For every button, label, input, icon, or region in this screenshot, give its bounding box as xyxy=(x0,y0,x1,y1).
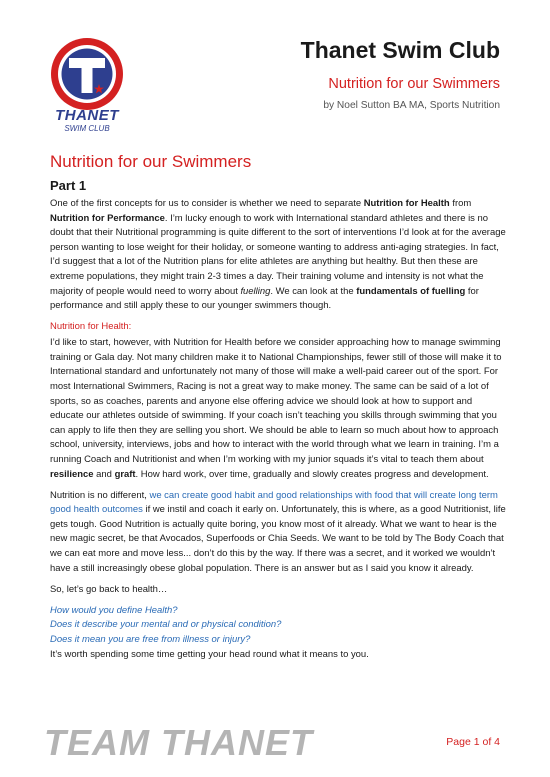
question-mental-physical: Does it describe your mental and or physical condition? xyxy=(50,619,282,631)
question-define-health: How would you define Health? xyxy=(50,604,178,616)
section-heading-health: Nutrition for Health: xyxy=(50,321,132,333)
paragraph-back-to-health: So, let’s go back to health… xyxy=(50,583,168,595)
header-subtitle: Nutrition for our Swimmers xyxy=(328,76,500,92)
club-title: Thanet Swim Club xyxy=(300,37,500,63)
article-title: Nutrition for our Swimmers xyxy=(50,152,252,171)
article-body xyxy=(50,152,507,662)
logo-subname: SWIM CLUB xyxy=(64,124,110,133)
header-author: by Noel Sutton BA MA, Sports Nutrition xyxy=(323,100,500,111)
part-heading: Part 1 xyxy=(50,178,87,193)
closing-line: It’s worth spending some time getting your head round what it means to you. xyxy=(50,648,369,660)
logo-name: THANET xyxy=(55,107,119,124)
paragraph-intro: One of the first concepts for us to consider is whether we need to separate Nutrition for Health from Nutrition for Performance. I’m lucky enough to work with International standard athletes and there is no doubt that their Nutritional programming is quite different to the sort of interventions I’d look at for the average person wanting to lose weight for their holiday, or someone wanting to address anti-aging strategies. In fact, I’d suggest that a lot of the Nutrition plans for elite athletes are anything but healthy. But then these are extreme populations, they might train 2-3 times a day. Their training volume and intensity is not what the majority of people would need to worry about fuelling. We can look at the fundamentals of fuelling for performance and still apply these to our younger swimmers though. xyxy=(50,198,506,312)
thanet-swim-club-logo-icon xyxy=(50,37,124,111)
logo-wordmark xyxy=(44,108,130,134)
paragraph-health: I’d like to start, however, with Nutrition for Health before we consider approaching how to manage swimming training or Gala day. Not many children make it to National Championships, fewer still of those will make it to International standard and unfortunately not many of those will make a well-paid career out of the sport. For most International Swimmers, Racing is not a great way to make money. The same can be said of a lot of sports, so as coaches, parents and anyone else offering advice we should look at how to support and educate our athletes outside of swimming. If your coach isn’t teaching you skills through swimming that you can apply to life then they are selling you short. We should be able to learn so much about how to approach school, university, interviews, jobs and how to interact with the world through what we learn in training. I’m a running Coach and Nutritionist and when I’m working with my junior squads it’s vital to teach them about resilience and graft. How hard work, over time, gradually and slowly creates progress and development. xyxy=(50,337,502,480)
page-number: Page 1 of 4 xyxy=(446,736,500,748)
paragraph-habits: Nutrition is no different, we can create good habit and good relationships with food that will create long term good health outcomes if we instil and coach it early on. Unfortunately, this is where, as a good Nutritionist, life gets tough. Good Nutrition is actually quite boring, you know most of it already. What we want to hear is the new magic secret, be that Avocados, Superfoods or Chia Seeds. We want to be told by The Body Coach that we can eat more and move less... don’t do this by the way. If there was a secret, and it worked we wouldn’t have a still increasingly obese global population. There is an answer but as I said you know it already. xyxy=(50,489,506,574)
team-thanet-footer: TEAM THANET xyxy=(44,722,313,763)
question-free-from-illness: Does it mean you are free from illness or injury? xyxy=(50,634,251,646)
